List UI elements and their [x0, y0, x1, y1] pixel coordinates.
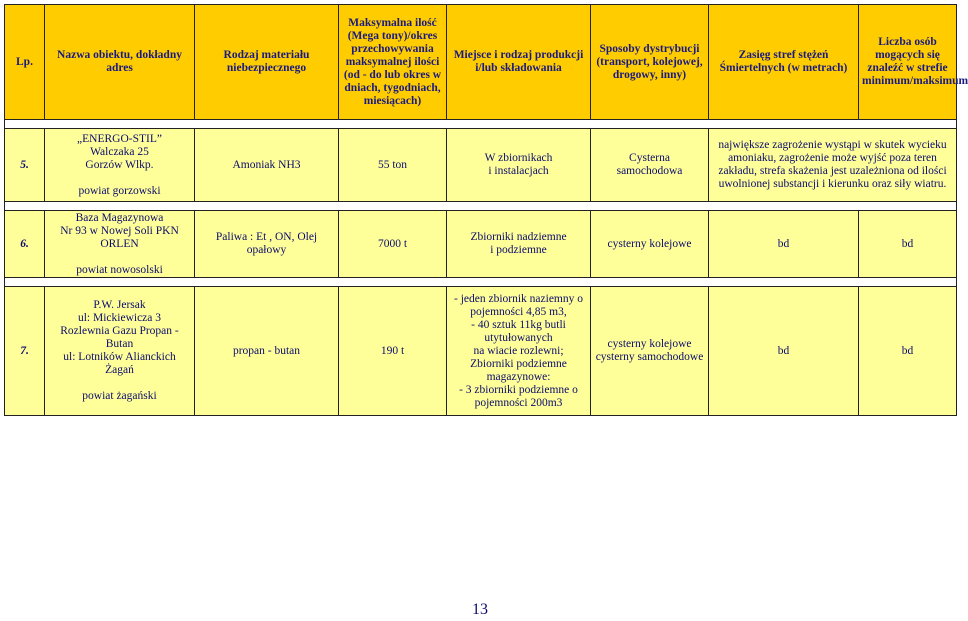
distribution-line: Cysterna [629, 152, 670, 164]
table-row [5, 211, 957, 278]
name-line: Walczaka 25 [90, 145, 149, 158]
distribution-line: samochodowa [616, 165, 683, 177]
name-line: Żagań [105, 364, 134, 376]
row-distribution: cysterny kolejowe [591, 211, 709, 278]
place-line: pojemności 4,85 m3, [470, 305, 567, 318]
row-people: bd [859, 287, 957, 416]
row-distribution [591, 129, 709, 202]
place-line: - 40 sztuk 11kg butli [471, 318, 566, 331]
name-line: ul: Mickiewicza 3 [77, 312, 162, 324]
place-line: magazynowe: [486, 370, 551, 383]
name-line: Gorzów Wlkp. [85, 158, 154, 171]
row-people: bd [859, 211, 957, 278]
row-material [195, 211, 339, 278]
name-line: P.W. Jersak [93, 299, 146, 311]
header-row [5, 5, 957, 120]
header-name: Nazwa obiektu, dokładny adres [45, 5, 195, 120]
row-distribution [591, 287, 709, 416]
row-qty: 55 ton [339, 129, 447, 202]
page-number: 13 [472, 601, 488, 618]
place-line: pojemności 200m3 [474, 396, 563, 409]
row-name [45, 287, 195, 416]
row-qty: 7000 t [339, 211, 447, 278]
spacer-row [5, 202, 957, 211]
header-place: Miejsce i rodzaj produkcji i/lub składowania [447, 5, 591, 120]
spacer-row [5, 120, 957, 129]
place-line: - jeden zbiornik naziemny o [453, 292, 583, 305]
place-line: W zbiornikach [484, 152, 553, 164]
place-line: Zbiorniki podziemne [470, 357, 567, 370]
row-place [447, 129, 591, 202]
header-max-qty: Maksymalna ilość (Mega tony)/okres przechowywania maksymalnej ilości (od - do lub okres w dniach, tygodniach, miesiącach) [339, 5, 447, 120]
row-lp: 6. [5, 211, 45, 278]
row-material: propan - butan [195, 287, 339, 416]
place-line: utytułowanych [484, 331, 553, 344]
place-line: na wiacie rozlewni; [473, 344, 564, 357]
name-line: ORLEN [100, 237, 139, 250]
name-line: Rozlewnia Gazu Propan - [60, 325, 179, 337]
row-lp: 5. [5, 129, 45, 202]
place-line: - 3 zbiorniki podziemne o [459, 383, 578, 396]
row-zones: bd [709, 287, 859, 416]
table-row [5, 129, 957, 202]
row-place [447, 287, 591, 416]
header-lp: Lp. [5, 5, 45, 120]
header-people: Liczba osób mogących się znaleźć w strefie minimum/maksimum [859, 5, 957, 120]
header-zones: Zasięg stref stężeń Śmiertelnych (w metrach) [709, 5, 859, 120]
row-powiat: powiat nowosolski [76, 263, 163, 276]
place-line: Zbiorniki nadziemne [470, 231, 567, 243]
row-powiat: powiat żagański [82, 390, 157, 402]
hazard-table [4, 4, 968, 416]
table-row [5, 287, 957, 416]
material-line: opałowy [246, 244, 287, 256]
distribution-line: cysterny kolejowe [607, 338, 692, 350]
distribution-line: cysterny samochodowe [595, 351, 704, 363]
row-place [447, 211, 591, 278]
name-line: Butan [105, 338, 134, 350]
material-line: Paliwa : Et , ON, Olej [215, 231, 318, 243]
place-line: i instalacjach [488, 165, 549, 177]
row-effect: największe zagrożenie wystąpi w skutek wycieku amoniaku, zagrożenie może wyjść poza teren zakładu, strefa skażenia jest uzależniona od ilości uwolnionej substancji i kierunku oraz siły wiatru. [709, 129, 957, 202]
row-powiat: powiat gorzowski [78, 184, 161, 197]
header-distribution: Sposoby dystrybucji (transport, kolejowej, drogowy, inny) [591, 5, 709, 120]
row-qty: 190 t [339, 287, 447, 416]
row-material: Amoniak NH3 [195, 129, 339, 202]
row-name [45, 211, 195, 278]
row-lp: 7. [5, 287, 45, 416]
name-line: Baza Magazynowa [75, 211, 164, 224]
row-name [45, 129, 195, 202]
name-line: ul: Lotników Alianckich [63, 351, 176, 363]
name-line: „ENERGO-STIL” [77, 132, 162, 145]
place-line: i podziemne [490, 244, 547, 256]
spacer-row [5, 278, 957, 287]
header-material: Rodzaj materiału niebezpiecznego [195, 5, 339, 120]
name-line: Nr 93 w Nowej Soli PKN [60, 224, 179, 237]
row-zones: bd [709, 211, 859, 278]
